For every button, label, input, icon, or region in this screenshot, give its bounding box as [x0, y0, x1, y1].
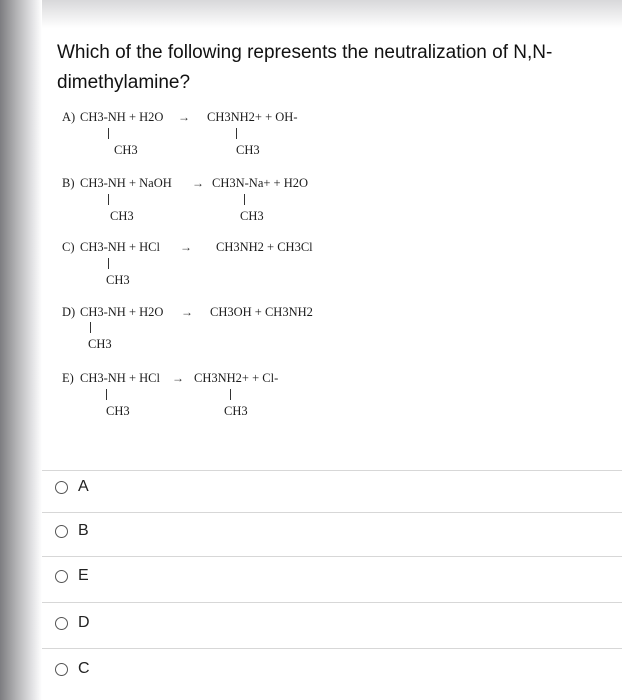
choice-divider: [42, 648, 622, 649]
reaction-a-products: CH3NH2+ + OH-: [207, 110, 298, 124]
reaction-b-sub-right: CH3: [240, 209, 264, 223]
radio-b[interactable]: [55, 525, 68, 538]
reaction-a-bond-left: [108, 128, 109, 139]
reaction-c-bond-left: [108, 258, 109, 269]
reaction-a-reactants: CH3-NH + H2O: [80, 110, 164, 124]
reaction-c-reactants: CH3-NH + HCl: [80, 240, 160, 254]
reaction-d-sub-left: CH3: [88, 337, 112, 351]
reaction-b-sub-left: CH3: [110, 209, 134, 223]
reaction-e-sub-left: CH3: [106, 404, 130, 418]
choice-divider: [42, 602, 622, 603]
reaction-e-sub-right: CH3: [224, 404, 248, 418]
radio-d[interactable]: [55, 617, 68, 630]
left-edge-shadow: [0, 0, 42, 700]
reaction-e-arrow: →: [172, 371, 184, 385]
reaction-c-letter: C): [62, 240, 75, 254]
reaction-d-products: CH3OH + CH3NH2: [210, 305, 313, 319]
reaction-c-products: CH3NH2 + CH3Cl: [216, 240, 313, 254]
top-shade: [0, 0, 622, 28]
choice-c[interactable]: [55, 660, 90, 678]
choice-e-label: E: [78, 567, 89, 584]
choice-b-label: B: [78, 522, 89, 539]
reaction-b-letter: B): [62, 176, 75, 190]
reaction-b-reactants: CH3-NH + NaOH: [80, 176, 172, 190]
reaction-d-letter: D): [62, 305, 76, 319]
reaction-a-letter: A): [62, 110, 76, 124]
radio-e[interactable]: [55, 570, 68, 583]
reaction-b-products: CH3N-Na+ + H2O: [212, 176, 309, 190]
reaction-a-arrow: →: [178, 110, 190, 124]
reaction-b-bond-right: [244, 194, 245, 205]
choice-c-label: C: [78, 660, 90, 677]
reaction-d-reactants: CH3-NH + H2O: [80, 305, 164, 319]
reaction-b-bond-left: [108, 194, 109, 205]
radio-c[interactable]: [55, 663, 68, 676]
reaction-e-products: CH3NH2+ + Cl-: [194, 371, 279, 385]
reaction-d-bond-left: [90, 322, 91, 333]
reaction-e-reactants: CH3-NH + HCl: [80, 371, 160, 385]
reaction-a-sub-left: CH3: [114, 143, 138, 157]
reaction-e-letter: E): [62, 371, 74, 385]
reaction-d-arrow: →: [181, 305, 193, 319]
radio-a[interactable]: [55, 481, 68, 494]
reaction-e-bond-right: [230, 389, 231, 400]
choice-d[interactable]: [55, 614, 90, 632]
choice-a-label: A: [78, 478, 89, 495]
choice-e[interactable]: [55, 567, 89, 585]
reaction-b-arrow: →: [192, 176, 204, 190]
reaction-c-sub-left: CH3: [106, 273, 130, 287]
choice-divider: [42, 470, 622, 471]
reaction-c-arrow: →: [180, 240, 192, 254]
choice-divider: [42, 512, 622, 513]
choice-a[interactable]: [55, 478, 89, 496]
reaction-e-bond-left: [106, 389, 107, 400]
choice-d-label: D: [78, 614, 90, 631]
choice-divider: [42, 556, 622, 557]
reaction-a-bond-right: [236, 128, 237, 139]
choice-b[interactable]: [55, 522, 89, 540]
reaction-a-sub-right: CH3: [236, 143, 260, 157]
question-text: Which of the following represents the neutralization of N,N-dimethylamine?: [57, 42, 553, 93]
